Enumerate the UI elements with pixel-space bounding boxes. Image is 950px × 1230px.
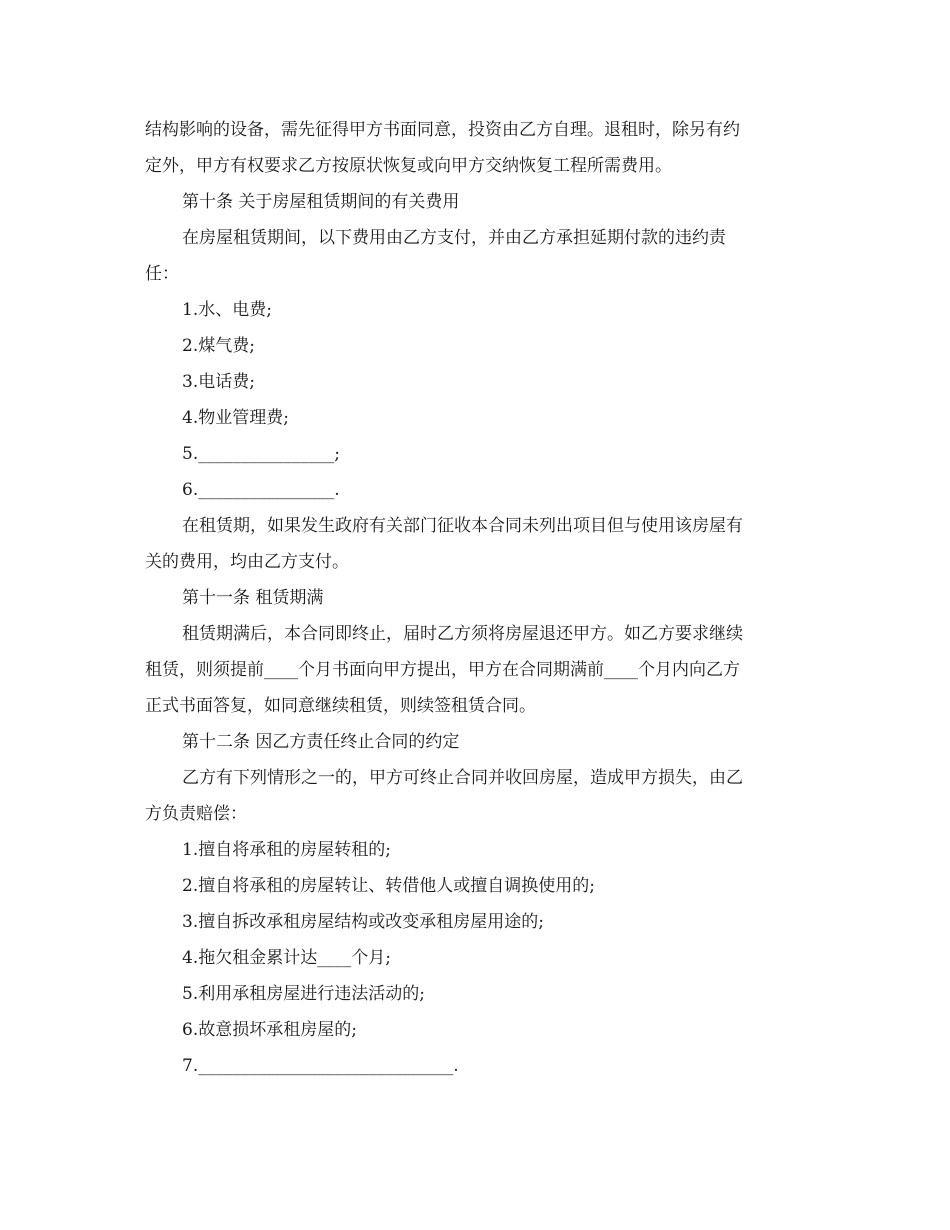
body-text-line: 任： (145, 264, 179, 284)
list-item: 6.故意损坏承租房屋的; (182, 1020, 357, 1040)
body-text-line: 方负责赔偿： (145, 804, 247, 824)
body-text-line: 在房屋租赁期间，以下费用由乙方支付，并由乙方承担延期付款的违约责 (182, 228, 726, 248)
body-text-line: 结构影响的设备，需先征得甲方书面同意，投资由乙方自理。退租时，除另有约 (145, 120, 740, 140)
body-text-line: 租赁期满后，本合同即终止，届时乙方须将房屋退还甲方。如乙方要求继续 (182, 624, 743, 644)
body-text-line: 正式书面答复，如同意继续租赁，则续签租赁合同。 (145, 696, 536, 716)
list-item: 3.擅自拆改承租房屋结构或改变承租房屋用途的; (182, 912, 544, 932)
body-text-line: 在租赁期，如果发生政府有关部门征收本合同未列出项目但与使用该房屋有 (182, 516, 743, 536)
list-item: 3.电话费; (182, 372, 255, 392)
list-item: 4.拖欠租金累计达____个月; (182, 948, 391, 968)
body-text-line: 乙方有下列情形之一的，甲方可终止合同并收回房屋，造成甲方损失，由乙 (182, 768, 743, 788)
article-heading: 第十一条 租赁期满 (182, 588, 324, 608)
list-item: 2.煤气费; (182, 336, 255, 356)
list-item: 1.水、电费; (182, 300, 272, 320)
list-item: 5.________________; (182, 444, 340, 464)
list-item: 5.利用承租房屋进行违法活动的; (182, 984, 425, 1004)
article-heading: 第十条 关于房屋租赁期间的有关费用 (182, 192, 460, 212)
list-item: 2.擅自将承租的房屋转让、转借他人或擅自调换使用的; (182, 876, 595, 896)
list-item: 7.______________________________. (182, 1056, 459, 1076)
body-text-line: 关的费用，均由乙方支付。 (145, 552, 349, 572)
list-item: 4.物业管理费; (182, 408, 289, 428)
body-text-line: 租赁，则须提前____个月书面向甲方提出，甲方在合同期满前____个月内向乙方 (145, 660, 740, 680)
list-item: 1.擅自将承租的房屋转租的; (182, 840, 391, 860)
list-item: 6.________________. (182, 480, 340, 500)
article-heading: 第十二条 因乙方责任终止合同的约定 (182, 732, 460, 752)
body-text-line: 定外，甲方有权要求乙方按原状恢复或向甲方交纳恢复工程所需费用。 (145, 156, 672, 176)
